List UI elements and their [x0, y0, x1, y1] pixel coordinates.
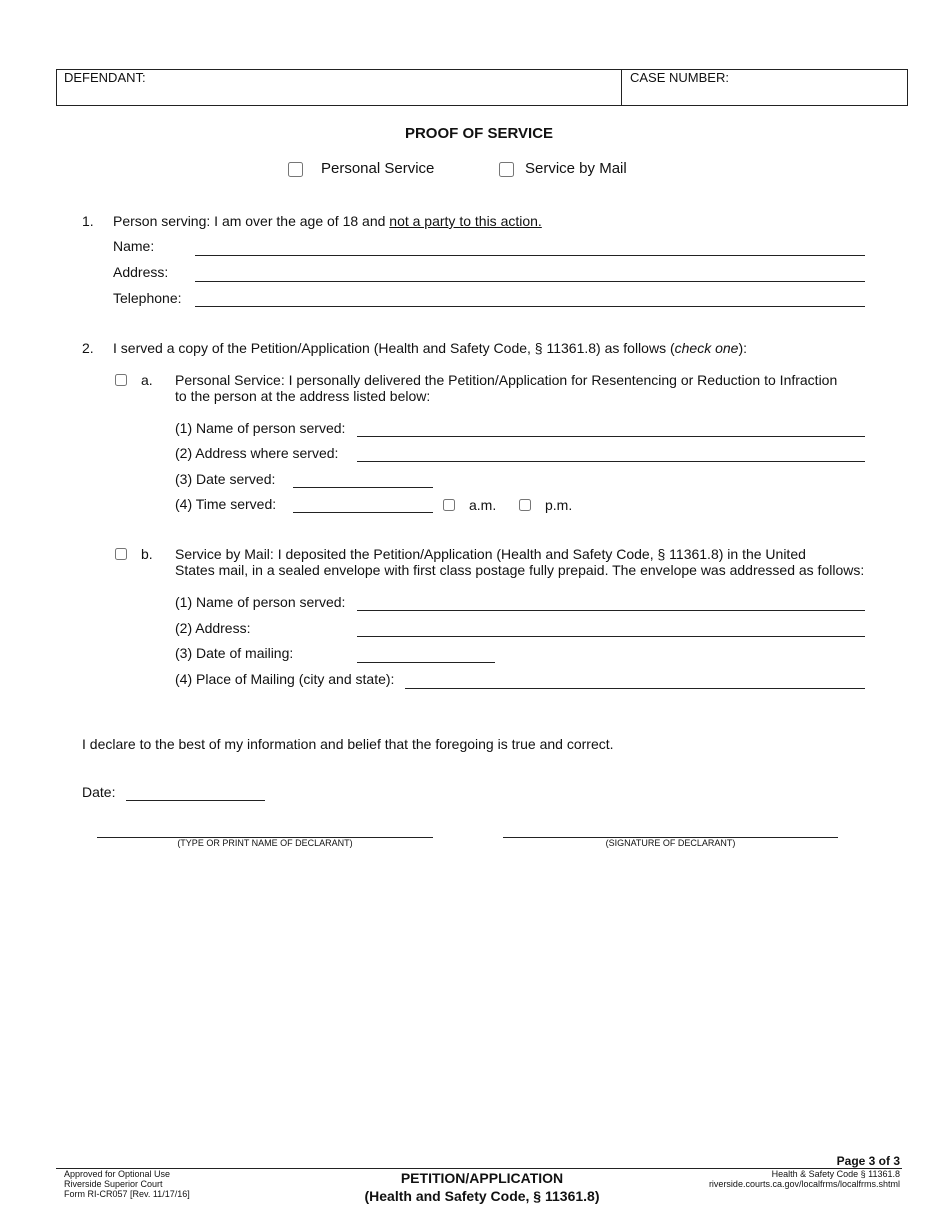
option-a-text [175, 372, 837, 404]
option-a-letter: a. [141, 372, 153, 388]
section2-intro-italic: check one [674, 340, 739, 356]
footer-form-title: PETITION/APPLICATION [400, 1170, 564, 1186]
option-b-text [175, 546, 864, 578]
footer-left-line1: Approved for Optional Use [64, 1169, 171, 1179]
a-address-served-input-line[interactable] [357, 461, 865, 462]
section1-intro-text: Person serving: I am over the age of 18 and [113, 213, 390, 229]
a-name-served-input-line[interactable] [357, 436, 865, 437]
personal-service-label: Personal Service [321, 160, 435, 177]
a-date-served-label: (3) Date served: [175, 471, 276, 487]
date-label: Date: [82, 784, 116, 800]
footer-right-line2: riverside.courts.ca.gov/localfrms/localfrms.shtml [708, 1179, 900, 1189]
b-address-label: (2) Address: [175, 620, 251, 636]
personal-service-checkbox[interactable] [288, 162, 303, 177]
a-date-served-input-line[interactable] [293, 487, 433, 488]
section1-number: 1. [82, 213, 94, 229]
am-checkbox[interactable] [443, 499, 455, 511]
service-by-mail-b-checkbox[interactable] [115, 548, 127, 560]
address-input-line[interactable] [195, 281, 865, 282]
section1-intro-underlined: not a party to this action. [389, 213, 542, 229]
footer-right-line1: Health & Safety Code § 11361.8 [771, 1169, 900, 1179]
defendant-label: DEFENDANT: [64, 70, 146, 85]
personal-service-a-checkbox[interactable] [115, 374, 127, 386]
b-date-mailing-input-line[interactable] [357, 662, 495, 663]
pm-checkbox[interactable] [519, 499, 531, 511]
section2-intro-prefix: I served a copy of the Petition/Application (Health and Safety Code, § 11361.8) as follows ( [113, 340, 675, 356]
header-box [56, 69, 908, 106]
option-b-letter: b. [141, 546, 153, 562]
footer-right [709, 1169, 900, 1189]
service-by-mail-checkbox[interactable] [499, 162, 514, 177]
declarant-name-caption: (TYPE OR PRINT NAME OF DECLARANT) [177, 838, 353, 848]
page-number: Page 3 of 3 [836, 1154, 900, 1168]
a-name-served-label: (1) Name of person served: [175, 420, 346, 436]
footer-left-line3: Form RI-CR057 [Rev. 11/17/16] [64, 1189, 190, 1199]
header-divider [621, 69, 622, 106]
footer-left-line2: Riverside Superior Court [64, 1179, 163, 1189]
name-input-line[interactable] [195, 255, 865, 256]
a-time-served-input-line[interactable] [293, 512, 433, 513]
name-label: Name: [113, 238, 155, 254]
b-address-input-line[interactable] [357, 636, 865, 637]
address-label: Address: [113, 264, 169, 280]
date-input-line[interactable] [126, 800, 265, 801]
service-by-mail-label: Service by Mail [525, 160, 627, 177]
option-a-text-line1: Personal Service: I personally delivered the Petition/Application for Resentencing or Reduction to Infraction [175, 372, 838, 388]
footer-form-subtitle: (Health and Safety Code, § 11361.8) [364, 1188, 600, 1204]
case-number-label: CASE NUMBER: [630, 70, 729, 85]
a-address-served-label: (2) Address where served: [175, 445, 339, 461]
am-label: a.m. [469, 497, 497, 513]
b-name-served-input-line[interactable] [357, 610, 865, 611]
declaration-text: I declare to the best of my information and belief that the foregoing is true and correct. [82, 736, 614, 752]
pm-label: p.m. [545, 497, 573, 513]
telephone-input-line[interactable] [195, 306, 865, 307]
page-title: PROOF OF SERVICE [404, 125, 554, 142]
section1-intro [113, 213, 542, 229]
telephone-label: Telephone: [113, 290, 182, 306]
b-date-mailing-label: (3) Date of mailing: [175, 645, 294, 661]
b-place-mailing-input-line[interactable] [405, 688, 865, 689]
b-place-mailing-label: (4) Place of Mailing (city and state): [175, 671, 395, 687]
section2-number: 2. [82, 340, 94, 356]
b-name-served-label: (1) Name of person served: [175, 594, 346, 610]
section2-intro [113, 340, 747, 356]
option-b-text-line2: States mail, in a sealed envelope with first class postage fully prepaid. The envelope was addressed as follows: [175, 562, 865, 578]
option-b-text-line1: Service by Mail: I deposited the Petition/Application (Health and Safety Code, § 11361.8) in the United [175, 546, 806, 562]
option-a-text-line2: to the person at the address listed below: [175, 388, 431, 404]
a-time-served-label: (4) Time served: [175, 496, 277, 512]
section2-intro-suffix: ): [738, 340, 748, 356]
declarant-signature-caption: (SIGNATURE OF DECLARANT) [605, 838, 736, 848]
